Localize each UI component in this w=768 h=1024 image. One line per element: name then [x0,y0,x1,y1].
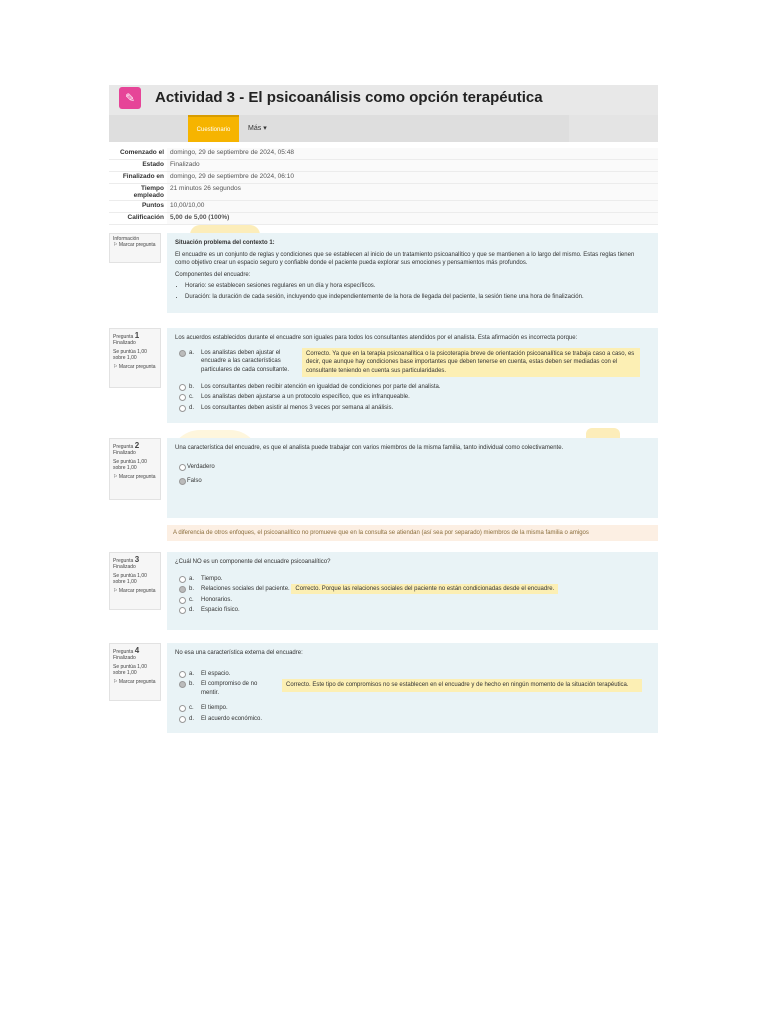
question-label: Pregunta [113,649,134,655]
tabbar-spacer [569,115,658,142]
flag-question-link[interactable] [113,474,157,480]
flag-label: Marcar pregunta [118,242,156,248]
question-info [109,328,161,388]
summary-label: Comenzado el [109,148,167,160]
radio[interactable] [179,597,186,604]
activity-tabbar [109,115,658,142]
question-number: 3 [134,555,140,564]
option-text: Espacio físico. [201,607,240,613]
radio-selected[interactable] [179,478,186,485]
summary-label: Calificación [109,213,167,225]
summary-row [109,160,658,172]
question-status: Finalizado [113,564,136,570]
question-content [167,643,658,733]
option-letter: b. [189,681,195,687]
radio[interactable] [179,384,186,391]
flag-icon: ⚐ [113,679,118,685]
question-number: 1 [134,331,140,340]
answer-option[interactable] [175,463,650,472]
option-text: Los analistas deben ajustar el encuadre a las características particulares de cada consultante. [201,349,290,373]
radio-selected[interactable] [179,586,186,593]
question-number: 2 [134,441,140,450]
option-letter: c. [189,394,194,400]
option-text: Relaciones sociales del paciente. [201,586,290,592]
option-text: Los analistas deben ajustarse a un protocolo específico, que es infranqueable. [201,394,410,400]
flag-label: Marcar pregunta [118,679,156,685]
question-text: Una característica del encuadre, es que el analista puede trabajar con varios miembros de la misma familia, tanto individual como colectivamente. [175,445,564,451]
answer-option[interactable] [175,670,650,679]
tab-more-label: Más [248,125,262,132]
list-item: • Duración: la duración de cada sesión, incluyendo que independientemente de la hora de llegada del paciente, la sesión tiene una hora de finalización. [185,293,650,302]
answer-option[interactable] [175,383,650,392]
option-text: Honorarios. [201,596,233,603]
summary-value: 10,00/10,00 [167,201,658,213]
flag-icon: ⚐ [113,364,118,370]
option-text: El espacio. [201,670,231,677]
summary-row [109,184,658,201]
flag-icon: ⚐ [113,474,118,480]
question-status: Finalizado [113,450,136,456]
question-content [167,552,658,630]
option-text: Los consultantes deben asistir al menos 3 veces por semana al análisis. [201,404,394,411]
tab-cuestionario[interactable]: Cuestionario [188,115,239,142]
answer-option[interactable] [175,349,650,381]
flag-question-link[interactable] [113,364,157,370]
option-text: Verdadero [187,463,215,470]
question-info [109,552,161,610]
question-text: No esa una característica externa del encuadre: [175,650,303,656]
answer-option[interactable] [175,596,650,605]
answer-option[interactable] [175,393,650,402]
activity-header [109,85,658,115]
answer-option[interactable] [175,477,650,486]
summary-value: Finalizado [167,160,658,172]
question-content [167,328,658,423]
question-score: Se puntúa 1,00 sobre 1,00 [113,573,147,585]
answer-option[interactable] [175,715,650,724]
option-letter: a. [189,575,195,582]
option-letter: a. [189,670,195,677]
quiz-review-page [109,85,658,225]
option-text: Tiempo. [201,575,223,582]
answer-option[interactable] [175,606,650,615]
option-letter: d. [189,715,195,722]
question-1 [109,328,658,423]
question-label: Pregunta [113,444,134,450]
info-sidebar [109,233,161,263]
option-text: Los consultantes deben recibir atención en igualdad de condiciones por parte del analista. [201,383,441,390]
radio[interactable] [179,405,186,412]
answer-option[interactable] [175,575,650,584]
attempt-summary-table [109,148,658,225]
question-3 [109,552,658,630]
summary-value: 5,00 de 5,00 (100%) [167,213,658,225]
summary-label: Estado [109,160,167,172]
flag-label: Marcar pregunta [118,474,156,480]
option-text: Falso [187,478,202,484]
question-label: Pregunta [113,334,134,340]
summary-row [109,213,658,225]
answer-feedback: Correcto. Este tipo de compromisos no se establecen en el encuadre y de hecho en ningún momento de la situación terapéutica. [282,679,642,692]
option-letter: d. [189,607,195,613]
flag-label: Marcar pregunta [118,364,156,370]
summary-label: Tiempo empleado [109,184,167,201]
summary-row [109,172,658,184]
summary-value: 21 minutos 26 segundos [167,184,658,201]
question-score: Se puntúa 1,00 sobre 1,00 [113,459,147,471]
question-score: Se puntúa 1,00 sobre 1,00 [113,349,147,361]
question-4 [109,643,658,733]
option-letter: b. [189,586,195,592]
summary-row [109,201,658,213]
page-title: Actividad 3 - El psicoanálisis como opción terapéutica [155,89,543,106]
question-text: ¿Cuál NO es un componente del encuadre psicoanalítico? [175,559,331,565]
question-info [109,643,161,701]
radio[interactable] [179,716,186,723]
info-side-label: Información [113,236,140,242]
radio[interactable] [179,705,186,712]
radio[interactable] [179,607,186,614]
flag-question-link[interactable] [113,242,157,248]
summary-value: domingo, 29 de septiembre de 2024, 05:48 [167,148,658,160]
question-content [167,438,658,518]
list-item: • Horario: se establecen sesiones regulares en un día y hora específicos. [185,282,650,291]
question-2 [109,438,658,543]
information-block [109,233,658,313]
option-text: El tiempo. [201,705,228,711]
summary-value: domingo, 29 de septiembre de 2024, 06:10 [167,172,658,184]
flag-icon: ⚐ [113,242,118,248]
answer-feedback: Correcto. Porque las relaciones sociales del paciente no están condicionadas desde el encuadre. [291,584,558,594]
question-status: Finalizado [113,340,136,346]
option-letter: d. [189,404,195,411]
question-status: Finalizado [113,655,136,661]
chevron-down-icon: ▾ [263,125,267,132]
info-content [167,233,658,313]
answer-option[interactable] [175,704,650,713]
question-info [109,438,161,500]
quiz-icon: ✎ [119,87,141,109]
radio-selected[interactable] [179,350,186,357]
flag-question-link[interactable] [113,679,157,685]
info-components-label: Componentes del encuadre: [175,271,251,278]
flag-icon: ⚐ [113,588,118,594]
option-text: El compromiso de no mentir. [201,681,258,696]
question-label: Pregunta [113,558,134,564]
decorative-shape [586,428,620,438]
flag-label: Marcar pregunta [118,588,156,594]
option-letter: c. [189,705,194,711]
radio[interactable] [179,464,186,471]
info-paragraph: El encuadre es un conjunto de reglas y condiciones que se establecen al inicio de un tratamiento psicoanalítico y que se mantienen a lo largo del mismo. Estas reglas tienen como objetivo crear un espacio seguro y confiable donde el paciente pueda explorar sus emociones y pensamientos más profundos. [175,251,635,266]
option-letter: c. [189,596,194,603]
question-number: 4 [134,646,140,655]
option-letter: a. [189,349,195,356]
radio[interactable] [179,671,186,678]
radio-selected[interactable] [179,681,186,688]
tab-more[interactable] [248,115,267,142]
info-bullets [185,282,650,301]
answer-option[interactable] [175,585,650,594]
general-feedback: A diferencia de otros enfoques, el psicoanalítico no promueve que en la consulta se atiendan (así sea por separado) miembros de la misma familia o amigos [167,525,658,541]
summary-label: Puntos [109,201,167,213]
answer-option[interactable] [175,680,650,702]
answer-option[interactable] [175,404,650,413]
info-heading: Situación problema del contexto 1: [175,240,275,246]
summary-row [109,148,658,160]
question-text: Los acuerdos establecidos durante el encuadre son iguales para todos los consultantes atendidos por el analista. Esta afirmación es incorrecta porque: [175,335,578,341]
flag-question-link[interactable] [113,588,157,594]
summary-label: Finalizado en [109,172,167,184]
radio[interactable] [179,576,186,583]
answer-feedback: Correcto. Ya que en la terapia psicoanalítica o la psicoterapia breve de orientación psicoanalítica se trabaja caso a caso, es decir, que aunque hay condiciones base importantes que deben tenerse en cuenta, estas deben ser mediadas con el consultante teniendo en cuenta sus particularidades. [302,348,640,378]
option-letter: b. [189,383,195,390]
option-text: El acuerdo económico. [201,715,263,722]
radio[interactable] [179,394,186,401]
question-score: Se puntúa 1,00 sobre 1,00 [113,664,147,676]
